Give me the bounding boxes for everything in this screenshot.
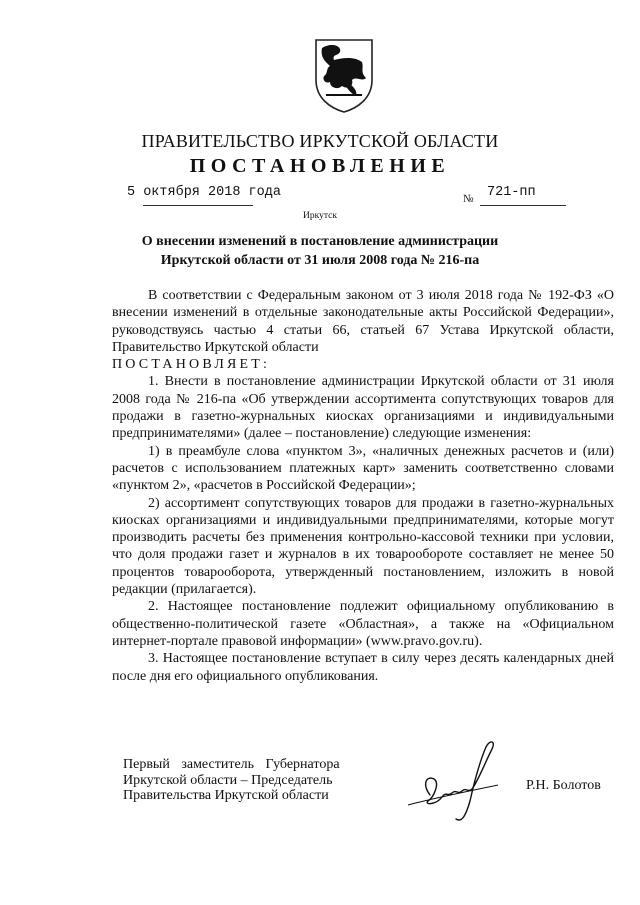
document-type: ПОСТАНОВЛЕНИЕ (189, 155, 451, 177)
document-number: 721-пп (487, 185, 536, 200)
date-underline (143, 205, 253, 206)
decree-word: ПОСТАНОВЛЯЕТ: (112, 357, 271, 373)
coat-of-arms-icon (312, 36, 376, 114)
signatory-position (123, 757, 340, 804)
signatory-line-1: Первый заместитель Губернатора (123, 757, 340, 772)
paragraph-3: 3. Настоящее постановление вступает в силу через десять календарных дней после дня его официального опубликования. (112, 651, 614, 684)
signatory-line-3: Правительства Иркутской области (123, 788, 329, 803)
document-body (112, 287, 614, 685)
signatory-name: Р.Н. Болотов (526, 778, 601, 793)
signatory-line-2: Иркутской области – Председатель (123, 772, 333, 788)
paragraph-1-2: 2) ассортимент сопутствующих товаров для продажи в газетно-журнальных киосках организациями и индивидуальными предпринимателями, которые могут производить расчеты без применения контрольно-кассовой техники при условии, что доля продажи газет и журналов в их товарообороте составляет не менее 50 процентов товарооборота, утвержденный постановлением, изложить в новой редакции (прилагается). (112, 495, 614, 598)
paragraph-1: 1. Внести в постановление администрации Иркутской области от 31 июля 2008 года № 216-па «Об утверждении ассортимента сопутствующих товаров для продажи в газетно-журнальных киосках организациями и индивидуальными предпринимателями» (далее – постановление) следующие изменения: (112, 374, 614, 442)
government-name: ПРАВИТЕЛЬСТВО ИРКУТСКОЙ ОБЛАСТИ (141, 131, 499, 151)
paragraph-2: 2. Настоящее постановление подлежит официальному опубликованию в общественно-политической газете «Областная», а также на «Официальном интернет-портале правовой информации» (www.pravo.gov.ru). (112, 599, 614, 649)
handwritten-signature-icon (400, 735, 510, 825)
city: Иркутск (303, 211, 337, 221)
document-date: 5 октября 2018 года (127, 185, 281, 200)
document-title: О внесении изменений в постановление администрации Иркутской области от 31 июля 2008 года № 216-па (141, 234, 499, 268)
number-sign: № (463, 193, 474, 205)
preamble-paragraph: В соответствии с Федеральным законом от 3 июля 2018 года № 192-ФЗ «О внесении изменений в отдельные законодательные акты Российской Федерации», руководствуясь частью 4 статьи 66, статьей 67 Устава Иркутской области, Правительство Иркутской области (112, 288, 614, 355)
number-underline (480, 205, 566, 206)
paragraph-1-1: 1) в преамбуле слова «пунктом 3», «наличных денежных расчетов и (или) расчетов с использованием платежных карт» заменить соответственно словами «пунктом 2», «расчетов в Российской Федерации»; (112, 443, 614, 494)
